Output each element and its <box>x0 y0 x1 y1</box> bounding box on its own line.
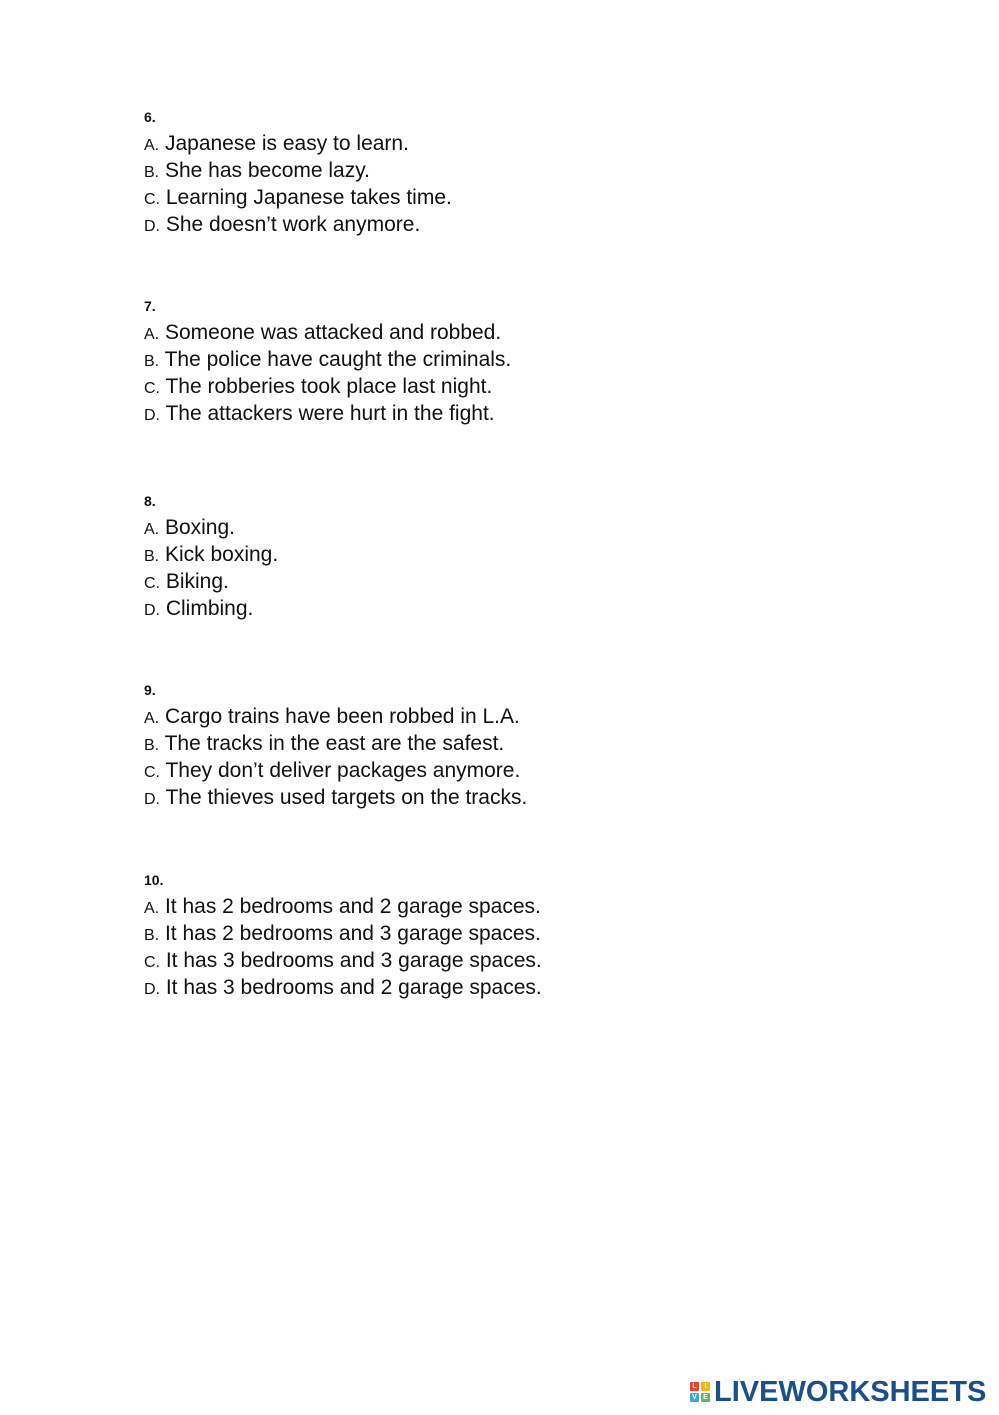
question-10 <box>144 871 844 1001</box>
option-letter: D. <box>144 407 160 424</box>
question-number: 6. <box>144 109 156 125</box>
option-a <box>144 514 844 541</box>
option-text: Boxing. <box>159 516 236 539</box>
option-text: The thieves used targets on the tracks. <box>160 786 528 809</box>
option-text: It has 2 bedrooms and 2 garage spaces. <box>159 895 541 918</box>
option-letter: B. <box>144 927 160 944</box>
option-letter: D. <box>144 791 160 808</box>
option-letter: A. <box>144 137 160 154</box>
question-6 <box>144 108 844 238</box>
logo-icon <box>690 1382 710 1402</box>
option-letter: A. <box>144 900 160 917</box>
option-text: Kick boxing. <box>159 543 279 566</box>
option-text: The robberies took place last night. <box>160 375 493 398</box>
option-text: It has 3 bedrooms and 2 garage spaces. <box>160 976 542 999</box>
option-text: She doesn’t work anymore. <box>160 213 421 236</box>
option-d <box>144 784 844 811</box>
option-text: The attackers were hurt in the fight. <box>160 402 495 425</box>
logo-icon-cell: I <box>701 1382 710 1391</box>
option-letter: A. <box>144 326 160 343</box>
option-text: Climbing. <box>160 597 254 620</box>
option-b <box>144 346 844 373</box>
option-d <box>144 211 844 238</box>
option-text: It has 3 bedrooms and 3 garage spaces. <box>160 949 542 972</box>
option-letter: A. <box>144 710 160 727</box>
option-letter: D. <box>144 981 160 998</box>
option-text: Cargo trains have been robbed in L.A. <box>159 705 520 728</box>
option-text: The tracks in the east are the safest. <box>159 732 505 755</box>
option-letter: B. <box>144 353 160 370</box>
option-letter: A. <box>144 521 160 538</box>
question-number: 8. <box>144 493 156 509</box>
option-b <box>144 730 844 757</box>
option-c <box>144 373 844 400</box>
option-a <box>144 319 844 346</box>
option-c <box>144 757 844 784</box>
question-8 <box>144 492 844 622</box>
option-letter: C. <box>144 575 160 592</box>
option-text: Someone was attacked and robbed. <box>159 321 502 344</box>
option-b <box>144 157 844 184</box>
option-text: The police have caught the criminals. <box>159 348 512 371</box>
question-number: 10. <box>144 872 164 888</box>
option-b <box>144 541 844 568</box>
option-d <box>144 595 844 622</box>
question-7 <box>144 297 844 427</box>
option-c <box>144 947 844 974</box>
option-a <box>144 130 844 157</box>
option-letter: C. <box>144 764 160 781</box>
option-letter: B. <box>144 737 160 754</box>
question-number: 7. <box>144 298 156 314</box>
option-c <box>144 568 844 595</box>
option-letter: D. <box>144 602 160 619</box>
option-letter: C. <box>144 380 160 397</box>
option-text: Learning Japanese takes time. <box>160 186 452 209</box>
option-a <box>144 893 844 920</box>
option-letter: C. <box>144 191 160 208</box>
option-letter: B. <box>144 548 160 565</box>
option-d <box>144 974 844 1001</box>
logo-icon-cell: L <box>690 1382 699 1391</box>
option-letter: D. <box>144 218 160 235</box>
option-c <box>144 184 844 211</box>
option-text: Japanese is easy to learn. <box>159 132 409 155</box>
option-a <box>144 703 844 730</box>
option-text: Biking. <box>160 570 229 593</box>
option-b <box>144 920 844 947</box>
option-text: They don’t deliver packages anymore. <box>160 759 521 782</box>
logo-icon-cell: V <box>690 1393 699 1402</box>
option-text: It has 2 bedrooms and 3 garage spaces. <box>159 922 541 945</box>
logo-icon-cell: E <box>701 1393 710 1402</box>
option-d <box>144 400 844 427</box>
logo-text: LIVEWORKSHEETS <box>714 1376 987 1408</box>
option-letter: C. <box>144 954 160 971</box>
question-number: 9. <box>144 682 156 698</box>
option-letter: B. <box>144 164 160 181</box>
option-text: She has become lazy. <box>159 159 371 182</box>
liveworksheets-logo <box>690 1377 986 1407</box>
question-9 <box>144 681 844 811</box>
